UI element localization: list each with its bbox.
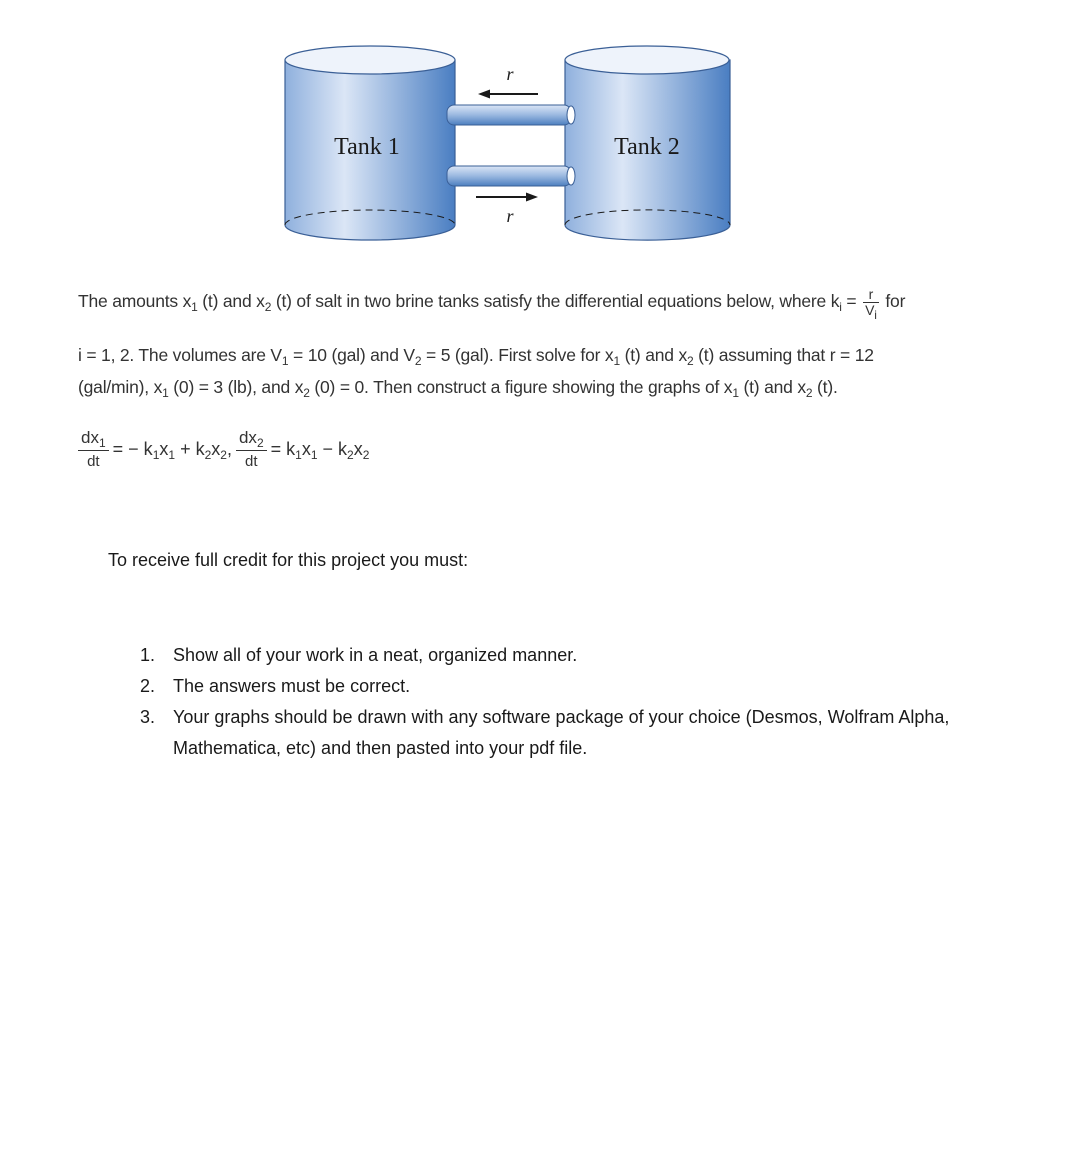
problem-line-1: The amounts $x_1$ (t) and $x_2$ (t) of salt in two brine tanks satisfy the differential equations below, where $k_i$ = $\frac{r}{V_i}$ for bbox=[78, 286, 906, 322]
dx1-dt-fraction: $\frac{dx_1}{dt}$ bbox=[78, 428, 109, 470]
tank-1 bbox=[285, 46, 455, 240]
dx2-dt-fraction: $\frac{dx_2}{dt}$ bbox=[236, 428, 267, 470]
bottom-rate-label: r bbox=[506, 206, 514, 226]
requirements-list bbox=[140, 640, 960, 764]
top-pipe bbox=[447, 105, 575, 125]
credit-intro: To receive full credit for this project you must: bbox=[108, 550, 469, 570]
tank-1-label: Tank 1 bbox=[334, 134, 400, 160]
k-fraction: $\frac{r}{V_i}$ bbox=[865, 286, 877, 322]
problem-line-3: (gal/min), $x_1$ (0) = 3 (lb), and $x_2$ (0) = 0. Then construct a figure showing the graphs of $x_1$ (t) and $x_2$ (t). bbox=[78, 377, 838, 400]
bottom-flow-arrow-right bbox=[476, 193, 538, 202]
list-item: 2. The answers must be correct. bbox=[140, 676, 411, 696]
equation-1-rhs: = − $k_1x_1 + k_2x_2$, bbox=[112, 439, 232, 463]
equation-2-rhs: = $k_1x_1 - k_2x_2$ bbox=[270, 439, 370, 463]
brine-tanks-figure bbox=[270, 40, 750, 260]
tank-2-label: Tank 2 bbox=[614, 134, 680, 160]
top-rate-label: r bbox=[506, 64, 514, 84]
list-item: 1. Show all of your work in a neat, organized manner. bbox=[140, 645, 578, 665]
list-item: 3. Your graphs should be drawn with any software package of your choice (Desmos, Wolfram Alpha, Mathematica, etc) and then pasted into your pdf file. bbox=[140, 707, 950, 758]
top-flow-arrow-left bbox=[478, 90, 538, 99]
problem-line-2: i = 1, 2. The volumes are $V_1 = 10$ (gal) and $V_2 = 5$ (gal). First solve for $x_1$ (t) and $x_2$ (t) assuming that r = 12 bbox=[78, 345, 874, 368]
differential-equations bbox=[78, 428, 373, 470]
bottom-pipe bbox=[447, 166, 575, 186]
tank-2 bbox=[565, 46, 730, 240]
